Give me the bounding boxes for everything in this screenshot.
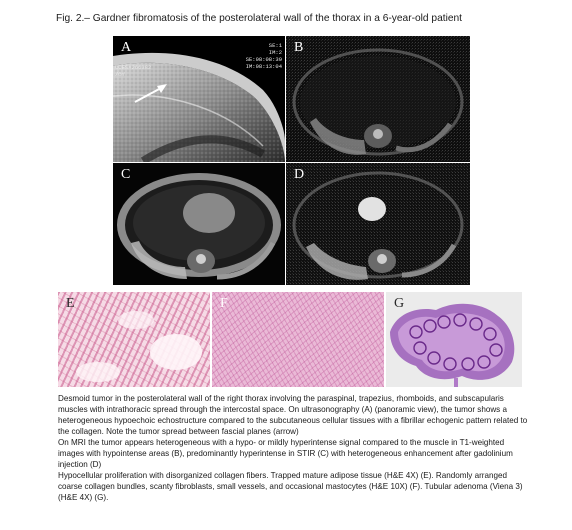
panel-letter-f: F	[220, 296, 228, 311]
us-label-4: IM:08:13:04	[245, 63, 282, 70]
panel-d-mri-gadolinium	[286, 163, 470, 285]
panel-b-mri-t1	[286, 36, 470, 162]
panel-c-mri-stir	[113, 163, 285, 285]
mri-gadolinium-image	[286, 163, 470, 285]
histology-e-image	[58, 292, 210, 387]
panel-a-ultrasound	[113, 36, 285, 162]
ultrasound-info	[246, 42, 282, 70]
panel-letter-e: E	[66, 296, 75, 311]
caption-paragraph-1: Desmoid tumor in the posterolateral wall of the right thorax involving the paraspinal, trapezius, rhomboids, and subscapularis muscles with intrathoracic spread through the intercostal space. On ultrasonography (A) (panoramic view), the tumor shows a heterogeneous hypoechoic echostructure compared to the subcutaneous cellular tissues with a fibrillar echogenic pattern related to the collagen. Note the tumor spread between fascial planes (arrow)	[58, 394, 528, 437]
panel-letter-a: A	[121, 40, 132, 55]
figure-caption	[58, 393, 528, 503]
panel-e-histology	[58, 292, 210, 387]
panel-letter-b: B	[294, 40, 304, 55]
caption-paragraph-3: Hypocellular proliferation with disorganized collagen fibers. Trapped mature adipose tissue (H&E 4X) (E). Randomly arranged coarse collagen bundles, scanty fibroblasts, small vessels, and occasional mastocytes (H&E 10X) (F). Tubular adenoma (Viena 3) (H&E 4X) (G).	[58, 471, 523, 503]
mri-stir-image	[113, 163, 285, 285]
panel-f-histology	[212, 292, 384, 387]
us-id-2: /OY	[115, 71, 125, 78]
us-label-3: SE:08:08:39	[245, 56, 282, 63]
mri-t1-image	[286, 36, 470, 162]
histology-g-image	[386, 292, 522, 387]
us-id-1: CCES#266382	[115, 64, 152, 71]
caption-paragraph-2: On MRI the tumor appears heterogeneous with a hypo- or mildly hyperintense signal compared to the muscle in T1-weighted images with hypointense areas (B), predominantly hyperintense in STIR (C) with heterogeneous enhancement after gadolinium injection (D)	[58, 438, 513, 470]
panel-g-histology	[386, 292, 522, 387]
us-label-2: IM:2	[268, 49, 282, 56]
figure-title: Fig. 2.– Gardner fibromatosis of the posterolateral wall of the thorax in a 6-year-old patient	[56, 13, 463, 24]
ultrasound-id	[115, 64, 151, 78]
panel-letter-c: C	[121, 167, 131, 182]
panel-letter-d: D	[294, 167, 305, 182]
us-label-1: SE:1	[268, 42, 282, 49]
panel-letter-g: G	[394, 296, 405, 311]
